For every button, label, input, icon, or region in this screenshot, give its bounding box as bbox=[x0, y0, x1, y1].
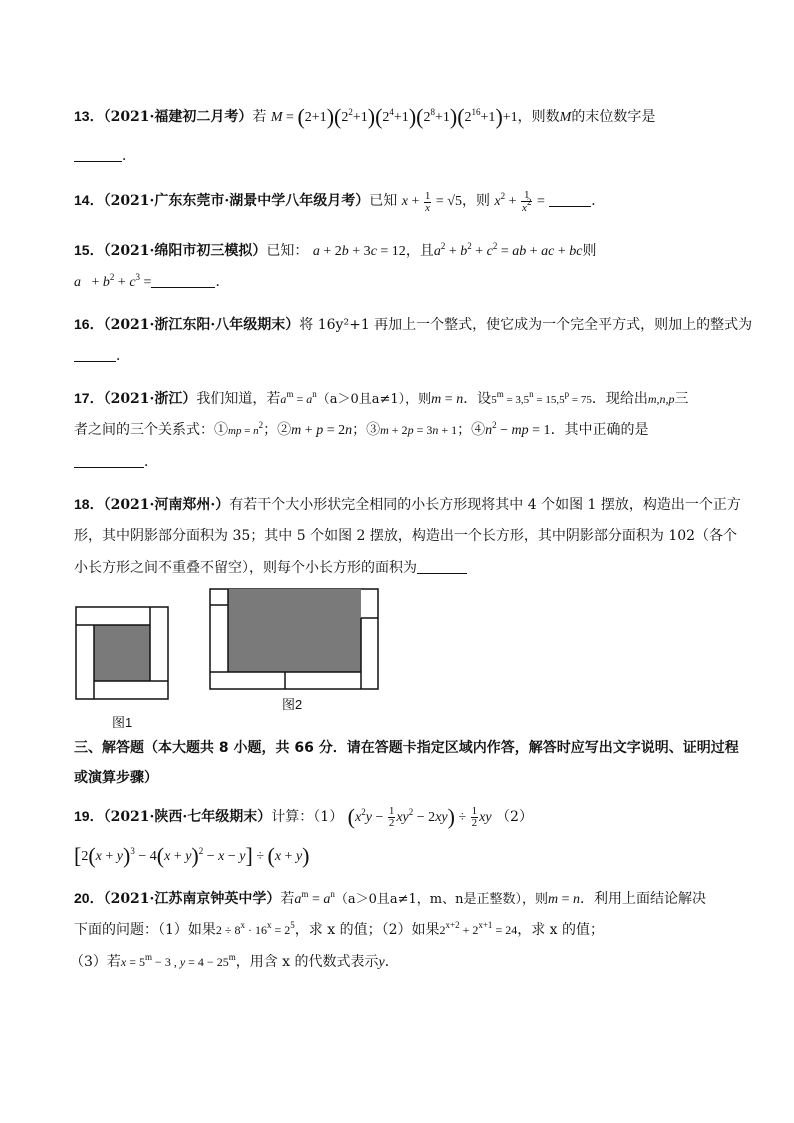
relation-3: m + 2p = 3n + 1 bbox=[380, 423, 458, 437]
question-20-line2 bbox=[74, 920, 604, 940]
formula-2: $x^2$ + $\frac{1}{x^2}$ = bbox=[494, 189, 545, 214]
question-text: 已知： bbox=[266, 243, 309, 259]
question-text: 若 bbox=[252, 109, 267, 125]
question-source: （2021·福建初二月考） bbox=[103, 109, 253, 125]
question-16 bbox=[74, 314, 752, 335]
question-source: （2021·陕西·七年级期末） bbox=[103, 809, 272, 825]
question-text: 有若干个大小形状完全相同的小长方形现将其中 4 个如图 1 摆放，构造出一个正方 bbox=[229, 497, 741, 513]
question-text-2: ．利用上面结论解决 bbox=[580, 891, 707, 907]
figure-2-caption: 图2 bbox=[282, 697, 303, 712]
shaded-region bbox=[94, 625, 150, 681]
question-text: 已知 bbox=[369, 193, 398, 210]
question-text-3: 的末位数字是 bbox=[571, 109, 656, 125]
section-3-heading-2: 或演算步骤） bbox=[74, 770, 158, 786]
question-text: 将 16y²+1 再加上一个整式，使它成为一个完全平方式，则加上的整式为 bbox=[299, 317, 753, 333]
variable: M bbox=[559, 110, 572, 125]
question-text-3: 小长方形之间不重叠不留空），则每个小长方形的面积为 bbox=[74, 560, 417, 576]
answer-blank-16[interactable] bbox=[74, 346, 130, 366]
formula-3: $a + b^2 + c^3$ = bbox=[74, 272, 152, 290]
question-18 bbox=[74, 494, 741, 515]
question-text-6: （3）若 bbox=[70, 954, 121, 970]
relation-1: mp = $n^2$ bbox=[228, 420, 264, 437]
question-text-4: ，求 x 的值；（2）如果 bbox=[294, 922, 440, 938]
sep: ；③ bbox=[352, 422, 381, 438]
question-number: 15． bbox=[74, 242, 104, 258]
question-text-3: 下面的问题：（1）如果 bbox=[74, 922, 216, 938]
formula-3: $2 \div 8^x \cdot 16^x = 2^5$ bbox=[215, 920, 295, 937]
question-text-2: ，且 bbox=[405, 243, 434, 259]
variable: y bbox=[378, 955, 385, 970]
formula-2: m = n bbox=[547, 892, 581, 907]
formula-2: $a^2 + b^2 + c^2$ = ab + ac + bc bbox=[433, 241, 583, 259]
question-17 bbox=[74, 388, 689, 410]
question-text-7: ，用含 x 的代数式表示 bbox=[235, 954, 379, 970]
period: ． bbox=[215, 274, 230, 290]
formula: ($x^2y$ − $\frac{1}{2}$ $xy^2 - 2xy$) ÷ $\frac{1}{2}$ xy bbox=[347, 804, 492, 830]
figure-1-caption: 图1 bbox=[112, 715, 133, 730]
answer-blank-18[interactable] bbox=[417, 559, 467, 574]
sep: ；② bbox=[263, 422, 292, 438]
period: ． bbox=[384, 954, 399, 970]
formula: x + $\frac{1}{x}$ = √5 bbox=[401, 189, 462, 214]
question-source: （2021·浙江） bbox=[103, 391, 197, 407]
question-20-line3 bbox=[70, 952, 399, 973]
condition: （a＞0且a≠1），则 bbox=[316, 392, 432, 407]
question-17-line2 bbox=[74, 420, 649, 441]
formula-2: m = n bbox=[431, 392, 464, 407]
formula-4: $2^{x+2} + 2^{x+1} = 24$ bbox=[439, 920, 518, 937]
question-13 bbox=[74, 106, 655, 128]
relation-2: m + p = 2n bbox=[291, 423, 353, 438]
question-text-2: 形，其中阴影部分面积为 35；其中 5 个如图 2 摆放，构造出一个长方形，其中阴影部分面积为 102（各个 bbox=[74, 528, 738, 544]
period: ． bbox=[144, 454, 158, 470]
question-number: 16． bbox=[74, 316, 104, 332]
relation-4: $n^2$ − mp = 1 bbox=[485, 420, 551, 438]
sep: ；④ bbox=[457, 422, 486, 438]
question-19 bbox=[74, 806, 533, 829]
question-text-5: ，求 x 的值； bbox=[517, 922, 605, 938]
period: ． bbox=[116, 348, 130, 364]
question-number: 14． bbox=[74, 192, 104, 209]
question-text: 我们知道，若 bbox=[196, 391, 281, 407]
answer-blank-17[interactable] bbox=[74, 452, 158, 472]
question-number: 17． bbox=[74, 390, 104, 406]
part-2-label: （2） bbox=[496, 809, 533, 825]
period: ． bbox=[122, 148, 136, 164]
answer-blank-13[interactable] bbox=[74, 146, 136, 166]
period: ． bbox=[591, 193, 606, 210]
question-text-4: 三 bbox=[674, 391, 689, 407]
question-number: 13． bbox=[74, 108, 104, 124]
question-15 bbox=[74, 240, 597, 262]
shaded-region bbox=[228, 589, 361, 672]
question-number: 18． bbox=[74, 496, 104, 512]
question-18-line3 bbox=[74, 558, 467, 578]
question-text-6: ．其中正确的是 bbox=[550, 422, 649, 438]
formula: a + 2b + 3c = 12 bbox=[312, 244, 406, 259]
formula-3: $5^m = 3,5^n = 15,5^p = 75$ bbox=[491, 389, 592, 406]
figure-2 bbox=[209, 588, 379, 690]
question-15-line2 bbox=[74, 272, 229, 293]
question-text-3: 则 bbox=[582, 243, 597, 259]
formula: $a^m = a^n$ bbox=[280, 389, 317, 406]
question-text-3: ．现给出 bbox=[591, 391, 648, 407]
question-20 bbox=[74, 888, 706, 910]
question-number: 20． bbox=[74, 890, 104, 906]
formula: $a^m = a^n$ bbox=[294, 889, 335, 907]
question-19-line2 bbox=[74, 843, 310, 868]
question-source: （2021·浙江东阳·八年级期末） bbox=[103, 317, 300, 333]
question-source: （2021·江苏南京钟英中学） bbox=[103, 891, 281, 907]
formula-2: $[2(x + y)^3 - 4(x + y)^2 - x - y] \div (x + y)$ bbox=[74, 843, 310, 868]
question-source: （2021·绵阳市初三模拟） bbox=[103, 243, 267, 259]
answer-blank-14[interactable] bbox=[549, 192, 591, 207]
figure-1 bbox=[75, 606, 169, 700]
question-text-5: 者之间的三个关系式：① bbox=[74, 422, 228, 438]
question-14 bbox=[74, 190, 605, 214]
question-18-line2 bbox=[74, 526, 737, 546]
condition: （a＞0且a≠1，m、n是正整数），则 bbox=[334, 892, 548, 907]
question-text-2: ．设 bbox=[463, 391, 492, 407]
section-3-heading: 三、解答题（本大题共 8 小题，共 66 分．请在答题卡指定区域内作答，解答时应写出文字说明、证明过程 bbox=[74, 740, 739, 756]
formula-5: $x = 5^m - 3$ , $y = 4 - 25^m$ bbox=[120, 952, 236, 969]
question-source: （2021·广东东莞市·湖景中学八年级月考） bbox=[103, 193, 370, 210]
question-source: （2021·河南郑州·） bbox=[103, 497, 230, 513]
question-text-2: ，则 bbox=[461, 193, 490, 210]
variables: m,n,p bbox=[647, 392, 675, 406]
question-text-2: ，则数 bbox=[517, 109, 560, 125]
question-number: 19． bbox=[74, 808, 104, 824]
formula: $M = (2+1)(2^2+1)(2^4+1)(2^8+1)(2^{16}+1)+1$ bbox=[270, 104, 518, 129]
question-text: 若 bbox=[280, 891, 295, 907]
question-text: 计算：（1） bbox=[271, 809, 344, 825]
answer-blank-15[interactable] bbox=[151, 273, 215, 288]
